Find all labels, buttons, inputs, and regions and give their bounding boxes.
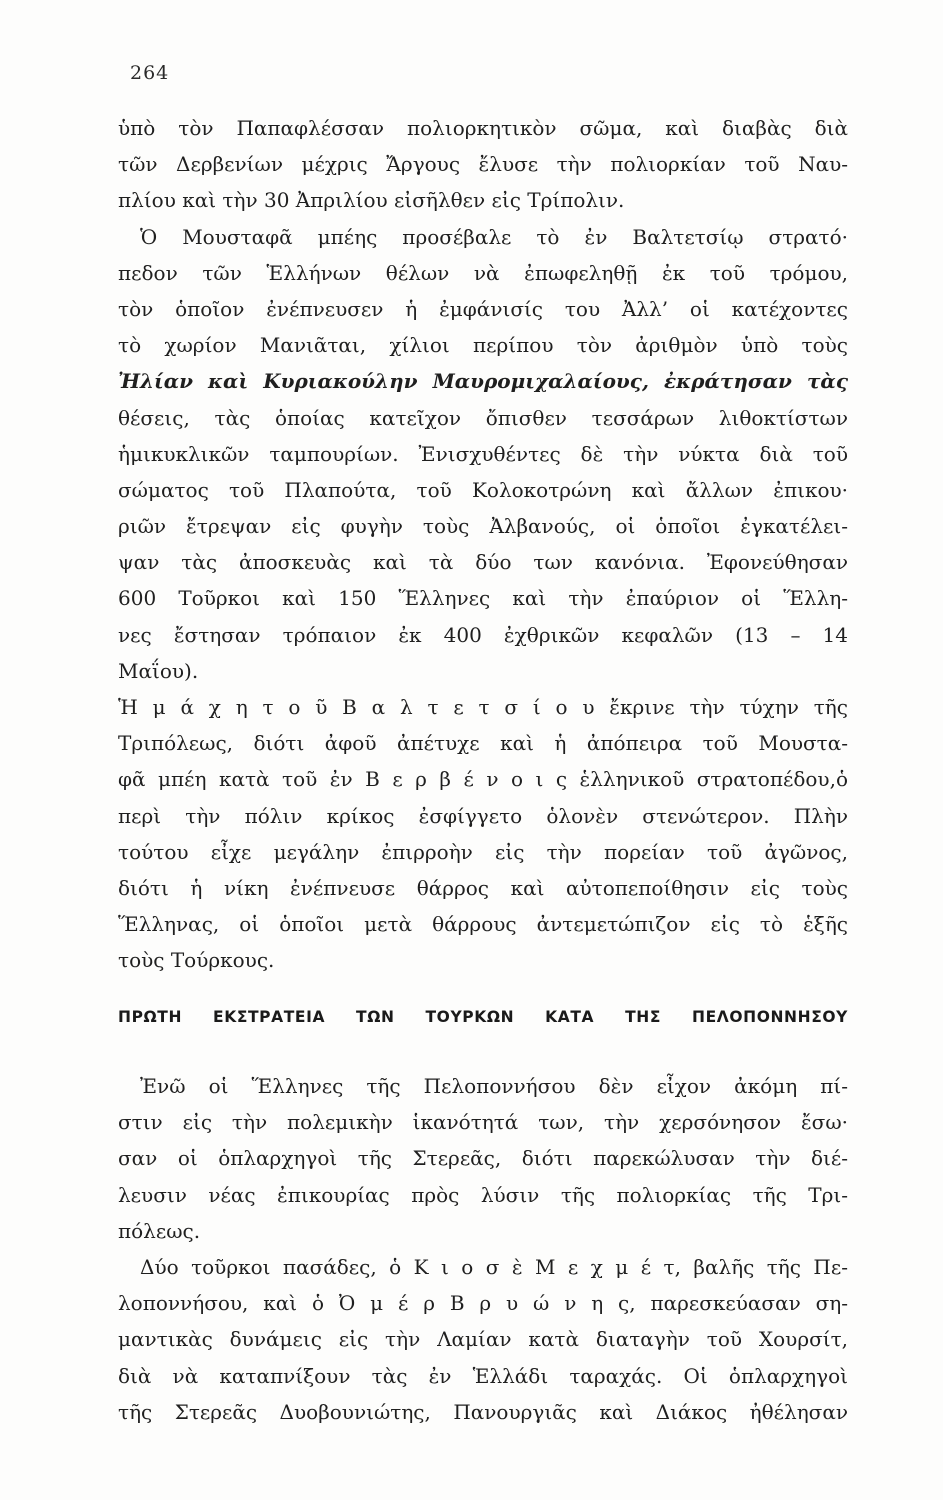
text-section-2 — [118, 1068, 848, 1430]
text-line: Τριπόλεως, διότι ἀφοῦ ἀπέτυχε καὶ ἡ ἀπόπειρα τοῦ Μουστα- — [118, 731, 848, 756]
text-line: Ἠλίαν καὶ Κυριακούλην Μαυρομιχαλαίους, ἐκράτησαν τὰς — [118, 369, 848, 394]
text-line: ἡμικυκλικῶν ταμπουρίων. Ἐνισχυθέντες δὲ τὴν νύκτα διὰ τοῦ — [118, 441, 848, 466]
text-line: 600 Τοῦρκοι καὶ 150 Ἕλληνες καὶ τὴν ἐπαύριον οἱ Ἕλλη- — [118, 586, 848, 611]
text-line: λοποννήσου, καὶ ὁ Ὀ μ έ ρ Β ρ υ ώ ν η ς, παρεσκεύασαν ση- — [118, 1291, 848, 1316]
text-line: τὸ χωρίον Μανιᾶται, χίλιοι περίπου τὸν ἀριθμὸν ὑπὸ τοὺς — [118, 333, 848, 358]
text-line: τοὺς Τούρκους. — [118, 948, 275, 973]
text-line: διὰ νὰ καταπνίξουν τὰς ἐν Ἑλλάδι ταραχάς. Οἱ ὁπλαρχηγοὶ — [118, 1363, 848, 1388]
text-line: ψαν τὰς ἀποσκευὰς καὶ τὰ δύο των κανόνια. Ἐφονεύθησαν — [118, 550, 848, 575]
text-line: τῆς Στερεᾶς Δυοβουνιώτης, Πανουργιᾶς καὶ Διάκος ἠθέλησαν — [118, 1399, 848, 1424]
text-line: Δύο τοῦρκοι πασάδες, ὁ Κ ι ο σ ὲ Μ ε χ μ έ τ, βαλῆς τῆς Πε- — [140, 1254, 848, 1279]
section-heading: ΠΡΩΤΗ ΕΚΣΤΡΑΤΕΙΑ ΤΩΝ ΤΟΥΡΚΩΝ ΚΑΤΑ ΤΗΣ ΠΕΛΟΠΟΝΝΗΣΟΥ — [118, 1008, 848, 1026]
text-line: στιν εἰς τὴν πολεμικὴν ἱκανότητά των, τὴν χερσόνησον ἔσω· — [118, 1110, 848, 1135]
text-line: Μαΐου). — [118, 658, 199, 683]
text-line: ριῶν ἔτρεψαν εἰς φυγὴν τοὺς Ἀλβανούς, οἱ ὁποῖοι ἐγκατέλει- — [118, 514, 848, 539]
text-line: λευσιν νέας ἐπικουρίας πρὸς λύσιν τῆς πολιορκίας τῆς Τρι- — [118, 1182, 848, 1207]
text-line: μαντικὰς δυνάμεις εἰς τὴν Λαμίαν κατὰ διαταγὴν τοῦ Χουρσίτ, — [118, 1327, 848, 1352]
text-line: σαν οἱ ὁπλαρχηγοὶ τῆς Στερεᾶς, διότι παρεκώλυσαν τὴν διέ- — [118, 1146, 848, 1171]
text-line: φᾶ μπέη κατὰ τοῦ ἐν Β ε ρ β έ ν ο ι ς ἑλληνικοῦ στρατοπέδου,ὁ — [118, 767, 848, 792]
text-line: Ὁ Μουσταφᾶ μπέης προσέβαλε τὸ ἐν Βαλτετσίῳ στρατό· — [140, 224, 848, 249]
text-line: θέσεις, τὰς ὁποίας κατεῖχον ὄπισθεν τεσσάρων λιθοκτίστων — [118, 405, 848, 430]
page-number: 264 — [130, 62, 170, 84]
text-line: Ἐνῶ οἱ Ἕλληνες τῆς Πελοποννήσου δὲν εἶχον ἀκόμη πί- — [140, 1074, 848, 1098]
text-line: τὸν ὁποῖον ἐνέπνευσεν ἡ ἐμφάνισίς του Ἀλλ’ οἱ κατέχοντες — [118, 296, 848, 321]
text-line: νες ἔστησαν τρόπαιον ἐκ 400 ἐχθρικῶν κεφαλῶν (13 – 14 — [118, 622, 848, 647]
text-line: διότι ἡ νίκη ἐνέπνευσε θάρρος καὶ αὐτοπεποίθησιν εἰς τοὺς — [118, 875, 848, 900]
text-line: τῶν Δερβενίων μέχρις Ἄργους ἔλυσε τὴν πολιορκίαν τοῦ Ναυ- — [118, 152, 848, 177]
text-line: ὑπὸ τὸν Παπαφλέσσαν πολιορκητικὸν σῶμα, καὶ διαβὰς διὰ — [118, 116, 848, 140]
text-line: Ἡ μ ά χ η τ ο ῦ Β α λ τ ε τ σ ί ο υ ἔκρινε τὴν τύχην τῆς — [118, 695, 848, 719]
text-line: πεδον τῶν Ἑλλήνων θέλων νὰ ἐπωφεληθῇ ἐκ τοῦ τρόμου, — [118, 260, 848, 285]
text-line: πόλεως. — [118, 1218, 201, 1243]
text-line: πλίου καὶ τὴν 30 Ἀπριλίου εἰσῆλθεν εἰς Τρίπολιν. — [118, 188, 625, 213]
text-line: περὶ τὴν πόλιν κρίκος ἐσφίγγετο ὁλονὲν στενώτερον. Πλὴν — [118, 803, 848, 828]
text-section-1 — [118, 110, 848, 979]
text-line: Ἕλληνας, οἱ ὁποῖοι μετὰ θάρρους ἀντεμετώπιζον εἰς τὸ ἑξῆς — [118, 912, 848, 937]
text-line: τούτου εἶχε μεγάλην ἐπιρροὴν εἰς τὴν πορείαν τοῦ ἀγῶνος, — [118, 839, 848, 864]
text-line: σώματος τοῦ Πλαπούτα, τοῦ Κολοκοτρώνη καὶ ἄλλων ἐπικου· — [118, 477, 848, 502]
